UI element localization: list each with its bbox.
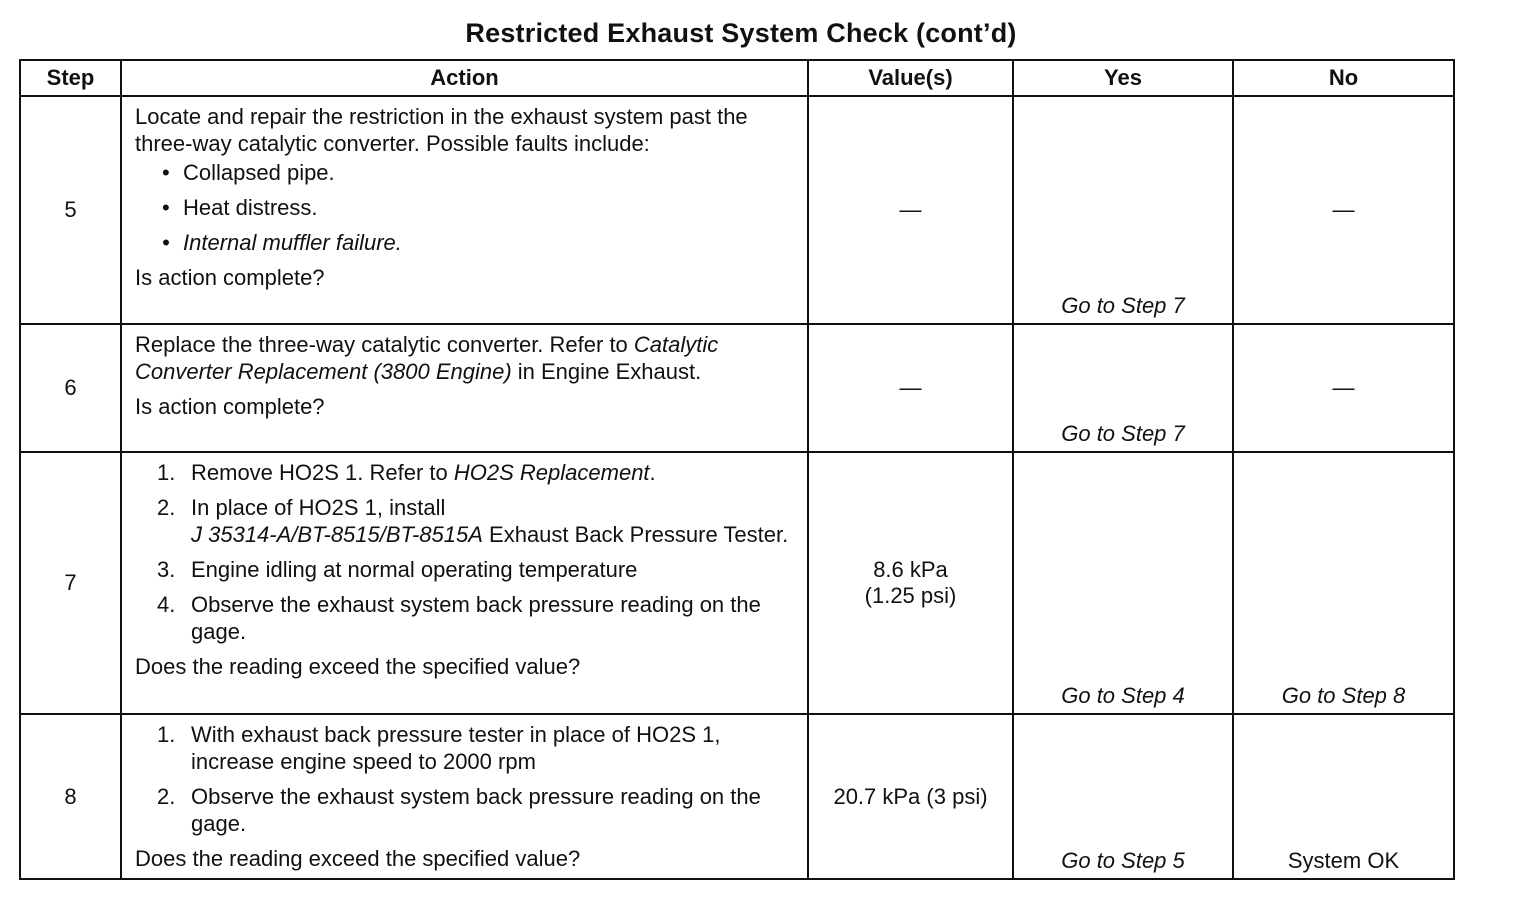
value-line: 8.6 kPa [873,557,948,582]
item-text: Engine idling at normal operating temperature [191,557,638,582]
no-cell: System OK [1233,714,1454,879]
step-number: 5 [20,96,121,324]
value-line: (1.25 psi) [864,583,957,608]
item-text: Remove HO2S 1. Refer to [191,460,454,485]
action-reference: Catalytic Converter Replacement (3800 Engine) [135,332,719,384]
list-item [157,459,793,486]
item-text: Observe the exhaust system back pressure reading on the gage. [191,592,761,644]
value-cell: 20.7 kPa (3 psi) [808,714,1013,879]
diagnostic-table [19,59,1455,880]
procedure-list [135,721,793,837]
list-item: • Heat distress. [159,194,793,221]
yes-cell: Go to Step 7 [1013,324,1233,452]
yes-cell: Go to Step 4 [1013,452,1233,714]
item-number: 2. [157,784,176,809]
table-row-step-5 [20,96,1454,324]
list-item [157,721,793,775]
list-item [157,556,793,583]
item-number: 1. [157,722,176,747]
list-item: • Collapsed pipe. [159,159,793,186]
no-cell: Go to Step 8 [1233,452,1454,714]
action-intro [135,331,793,385]
item-text: Exhaust Back Pressure Tester. [482,522,789,547]
list-item: • Internal muffler failure. [159,229,793,256]
header-row [20,60,1454,96]
action-cell [121,714,808,879]
item-number: 1. [157,460,176,485]
header-step: Step [20,60,121,96]
item-number: 2. [157,495,176,520]
value-cell: — [808,324,1013,452]
table-row-step-7 [20,452,1454,714]
item-number: 4. [157,592,176,617]
step-number: 8 [20,714,121,879]
action-question: Is action complete? [135,394,325,419]
item-text: With exhaust back pressure tester in place of HO2S 1, increase engine speed to 2000 rpm [191,722,721,774]
yes-cell: Go to Step 5 [1013,714,1233,879]
yes-cell: Go to Step 7 [1013,96,1233,324]
header-values: Value(s) [808,60,1013,96]
item-text: . [649,460,656,485]
action-text: Replace the three-way catalytic converter. Refer to [135,332,634,357]
value-cell: — [808,96,1013,324]
list-item [157,783,793,837]
item-text: In place of HO2S 1, install [191,495,446,520]
action-question: Does the reading exceed the specified value? [135,654,581,679]
action-question: Does the reading exceed the specified value? [135,846,581,871]
action-text: in Engine Exhaust. [511,359,702,384]
no-cell: — [1233,324,1454,452]
item-reference: J 35314-A/BT-8515/BT-8515A [191,522,483,547]
list-item [157,494,793,548]
value-cell [808,452,1013,714]
table-row-step-6 [20,324,1454,452]
page-title: Restricted Exhaust System Check (cont’d) [465,18,1017,48]
step-number: 7 [20,452,121,714]
header-yes: Yes [1013,60,1233,96]
header-action: Action [121,60,808,96]
item-number: 3. [157,557,176,582]
action-question: Is action complete? [135,265,325,290]
action-cell [121,96,808,324]
action-intro: Locate and repair the restriction in the exhaust system past the three-way catalytic converter. Possible faults include: [135,104,748,156]
step-number: 6 [20,324,121,452]
action-cell [121,324,808,452]
procedure-list [135,459,793,645]
fault-list [135,159,793,256]
table-row-step-8 [20,714,1454,879]
item-text: Observe the exhaust system back pressure reading on the gage. [191,784,761,836]
item-reference: HO2S Replacement [453,460,650,485]
header-no: No [1233,60,1454,96]
no-cell: — [1233,96,1454,324]
action-cell [121,452,808,714]
list-item [157,591,793,645]
